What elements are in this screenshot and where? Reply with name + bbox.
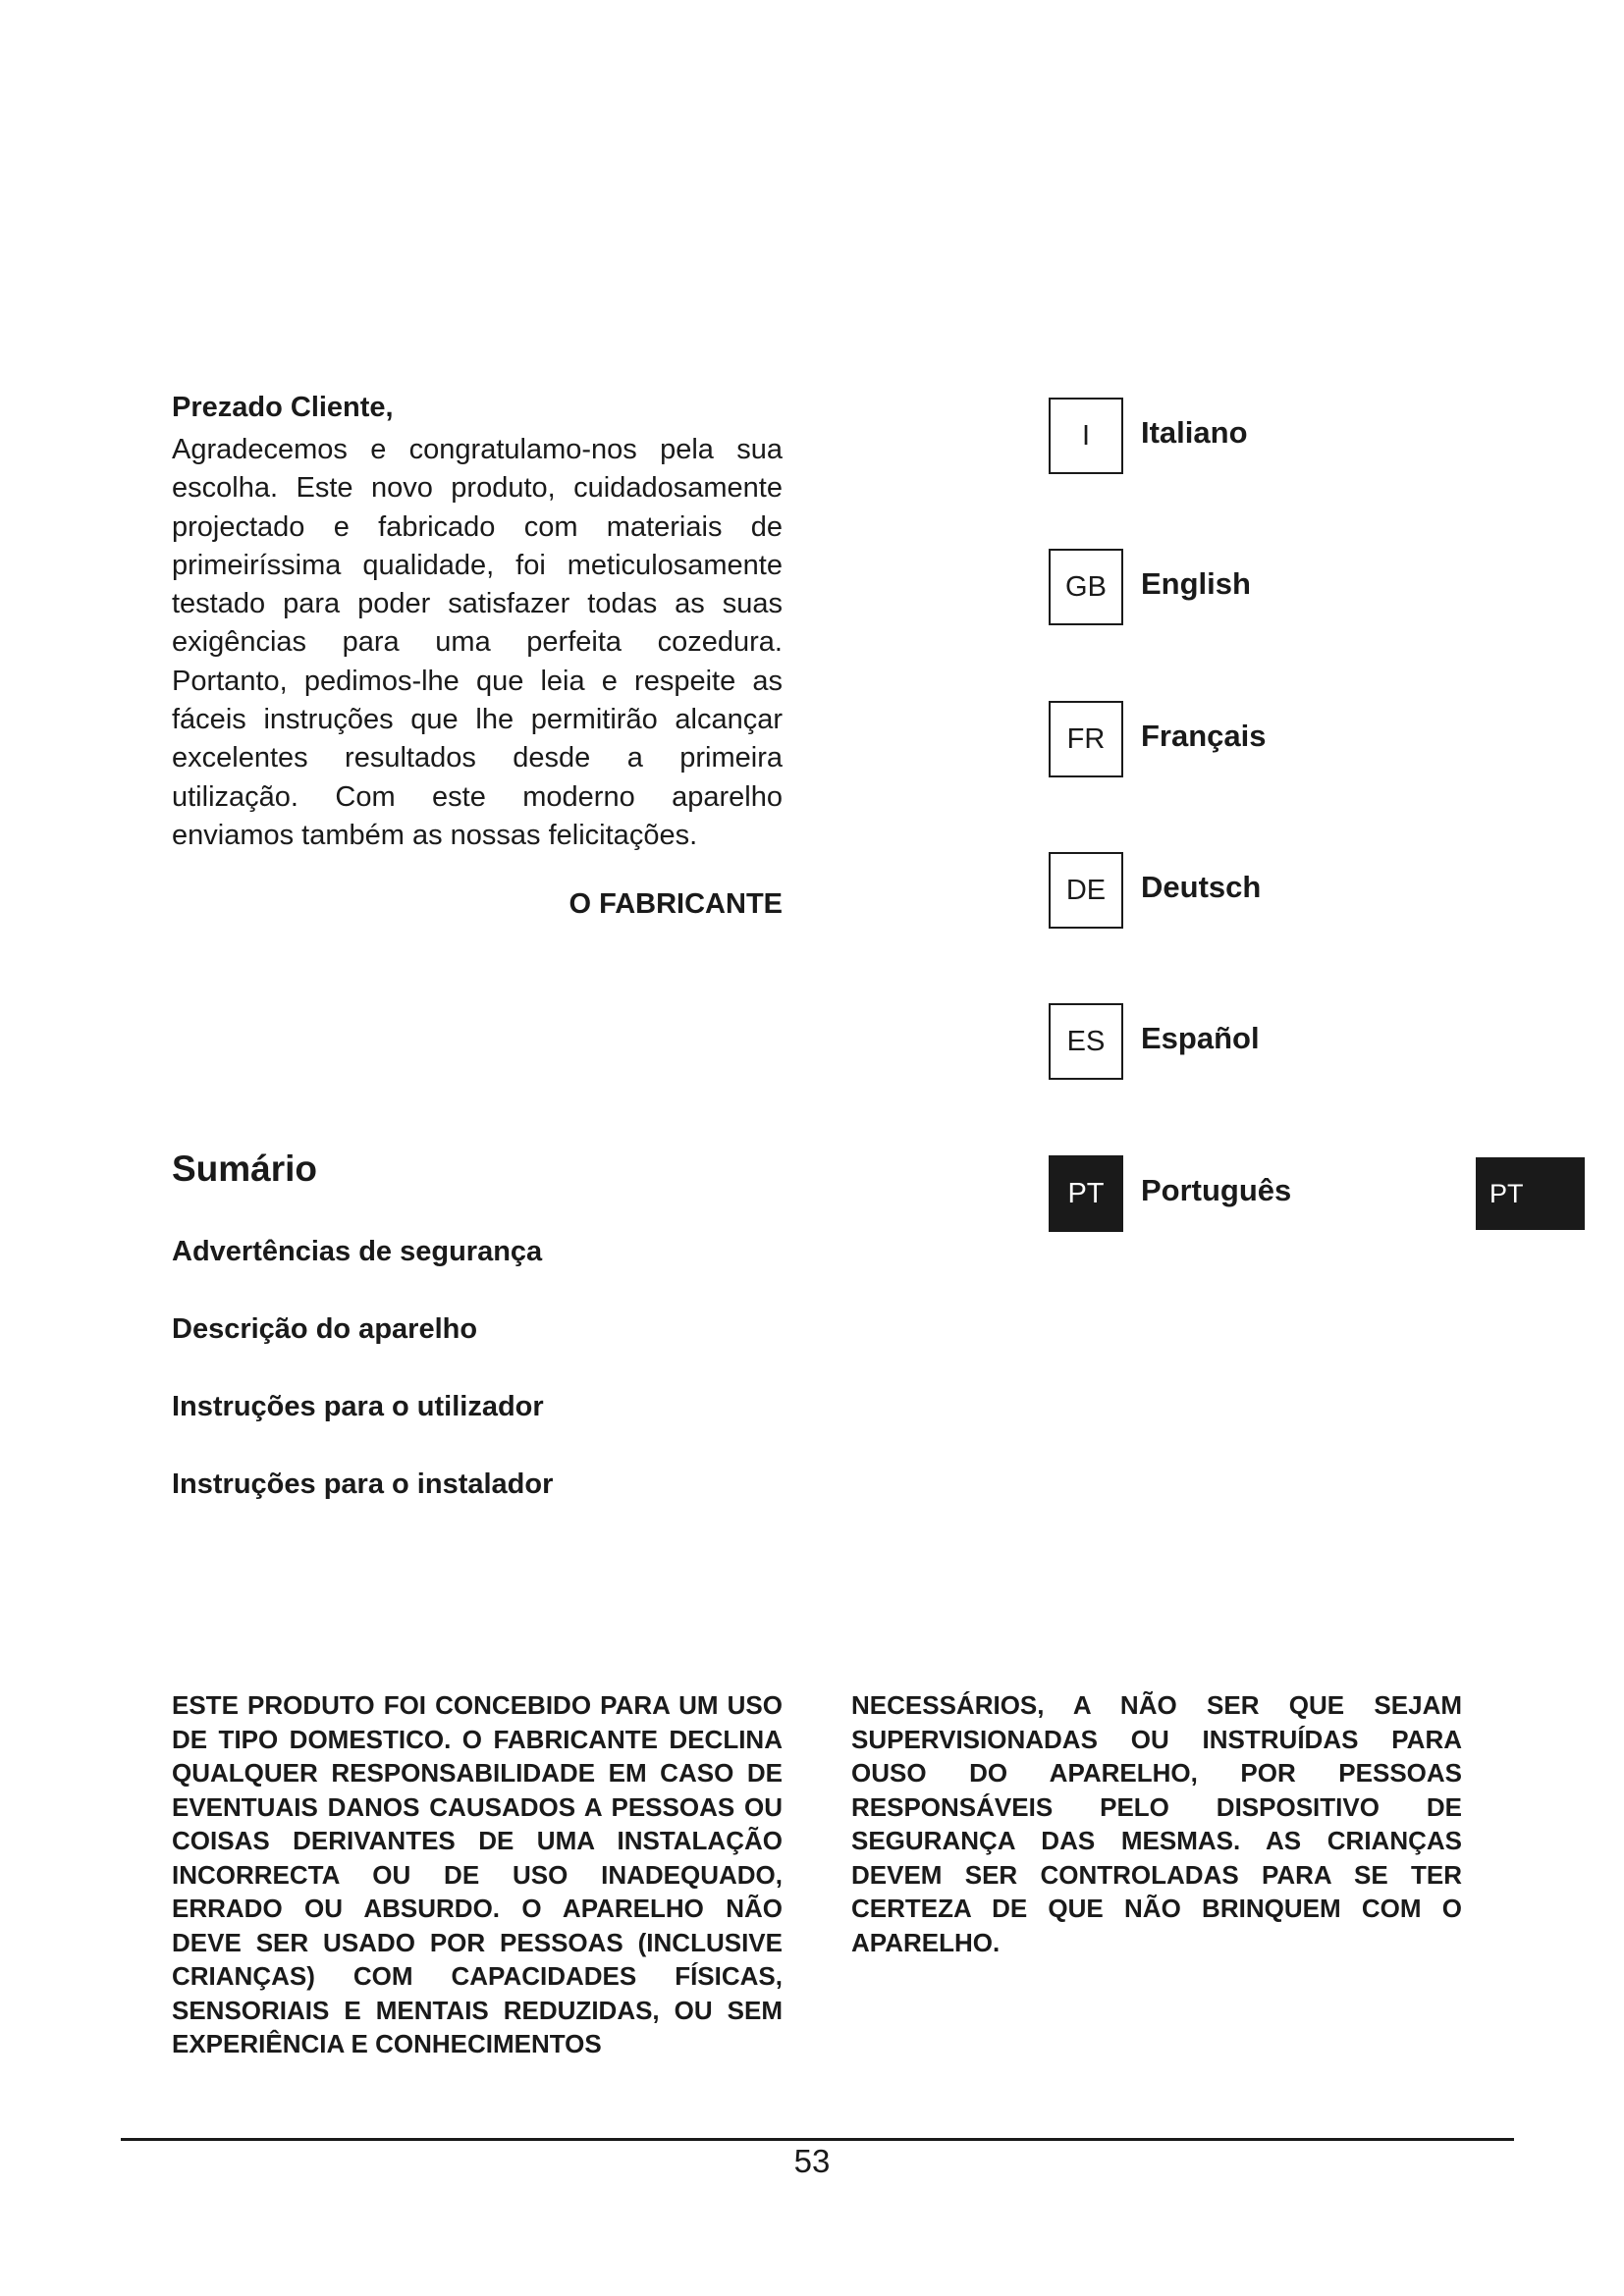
summary-item[interactable]: Instruções para o utilizador xyxy=(172,1391,544,1422)
language-item-deutsch[interactable] xyxy=(1049,852,1382,929)
language-item-espanol[interactable] xyxy=(1049,1003,1382,1080)
language-item-english[interactable] xyxy=(1049,549,1382,625)
summary-item[interactable]: Descrição do aparelho xyxy=(172,1313,478,1345)
summary-list xyxy=(172,1232,553,1542)
language-item-portugues[interactable] xyxy=(1049,1155,1382,1232)
language-name: English xyxy=(1141,566,1251,601)
language-name: Italiano xyxy=(1141,415,1248,450)
intro-section xyxy=(172,388,783,855)
footer-divider xyxy=(121,2138,1514,2141)
language-name: Español xyxy=(1141,1021,1260,1055)
language-code-box: DE xyxy=(1049,852,1123,929)
summary-item[interactable]: Instruções para o instalador xyxy=(172,1468,554,1500)
language-item-italiano[interactable] xyxy=(1049,398,1382,474)
language-code-box: FR xyxy=(1049,701,1123,777)
safety-warning-right: NECESSÁRIOS, A NÃO SER QUE SEJAM SUPERVISIONADAS OU INSTRUÍDAS PARA OUSO DO APARELHO, POR PESSOAS RESPONSÁVEIS PELO DISPOSITIVO DE SEGURANÇA DAS MESMAS. AS CRIANÇAS DEVEM SER CONTROLADAS PARA SE TER CERTEZA DE QUE NÃO BRINQUEM COM O APARELHO. xyxy=(851,1690,1462,1957)
page-number: 53 xyxy=(793,2143,831,2179)
language-code-box: ES xyxy=(1049,1003,1123,1080)
intro-body: Agradecemos e congratulamo-nos pela sua escolha. Este novo produto, cuidadosamente projectado e fabricado com materiais de primeiríssima qualidade, foi meticulosamente testado para poder satisfazer todas as suas exigências para uma perfeita cozedura. Portanto, pedimos-lhe que leia e respeite as fáceis instruções que lhe permitirão alcançar excelentes resultados desde a primeira utilização. Com este moderno aparelho enviamos também as nossas felicitações. xyxy=(172,434,783,851)
language-item-francais[interactable] xyxy=(1049,701,1382,777)
summary-item[interactable]: Advertências de segurança xyxy=(172,1236,543,1267)
language-side-tab: PT xyxy=(1476,1157,1585,1230)
language-name: Français xyxy=(1141,719,1267,753)
intro-title: Prezado Cliente, xyxy=(172,392,394,423)
language-code-box: GB xyxy=(1049,549,1123,625)
summary-title: Sumário xyxy=(172,1148,318,1189)
language-name: Português xyxy=(1141,1173,1292,1207)
language-code-box: I xyxy=(1049,398,1123,474)
safety-warning-left: ESTE PRODUTO FOI CONCEBIDO PARA UM USO DE TIPO DOMESTICO. O FABRICANTE DECLINA QUALQUER RESPONSABILIDADE EM CASO DE EVENTUAIS DANOS CAUSADOS A PESSOAS OU COISAS DERIVANTES DE UMA INSTALAÇÃO INCORRECTA OU DE USO INADEQUADO, ERRADO OU ABSURDO. O APARELHO NÃO DEVE SER USADO POR PESSOAS (INCLUSIVE CRIANÇAS) COM CAPACIDADES FÍSICAS, SENSORIAIS E MENTAIS REDUZIDAS, OU SEM EXPERIÊNCIA E CONHECIMENTOS xyxy=(172,1690,783,2058)
signature: O FABRICANTE xyxy=(568,888,783,920)
language-code-box-active: PT xyxy=(1049,1155,1123,1232)
language-name: Deutsch xyxy=(1141,870,1262,904)
